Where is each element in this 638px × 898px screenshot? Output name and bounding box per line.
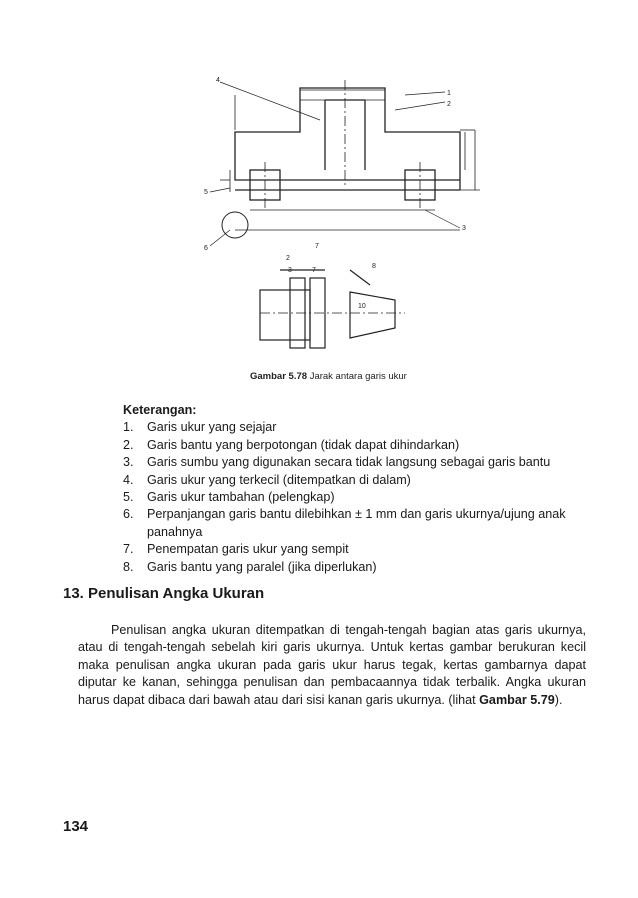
list-item [123,472,583,489]
legend-list [123,419,583,576]
callout-10: 10 [358,303,366,310]
page-number: 134 [63,818,89,835]
paragraph-end: ). [554,692,563,707]
callout-2: 2 [447,101,451,108]
list-item [123,454,583,471]
body-paragraph [78,622,586,710]
item-number: 2. [123,437,134,452]
item-text: Garis sumbu yang digunakan secara tidak langsung sebagai garis bantu [147,455,551,470]
item-text: Garis bantu yang berpotongan (tidak dapat dihindarkan) [147,437,460,452]
callout-3b: 3 [288,267,292,274]
list-item [123,506,583,541]
callout-7b: 7 [312,267,316,274]
item-text: Garis ukur yang terkecil (ditempatkan di dalam) [147,472,411,487]
item-text: Garis ukur yang sejajar [147,420,277,435]
item-number: 1. [123,420,134,435]
callout-2b: 2 [286,255,290,262]
section-heading: 13. Penulisan Angka Ukuran [63,585,265,602]
list-item [123,437,583,454]
caption-text: Jarak antara garis ukur [309,371,407,382]
dimension-lines [220,90,480,230]
callout-8: 8 [372,263,376,270]
item-text: Perpanjangan garis bantu dilebihkan ± 1 mm dan garis ukurnya/ujung anak panahnya [147,507,566,539]
callout-1: 1 [447,90,451,97]
center-lines [260,80,420,313]
item-number: 8. [123,559,134,574]
item-number: 4. [123,472,134,487]
detail-circle [222,212,248,238]
list-item [123,489,583,506]
caption-label: Gambar 5.78 [250,371,308,382]
callout-6: 6 [204,245,208,252]
figure-caption [250,371,407,382]
item-number: 7. [123,542,134,557]
item-number: 3. [123,455,134,470]
legend-title: Keterangan: [123,403,197,417]
item-text: Garis bantu yang paralel (jika diperlukan) [147,559,377,574]
callout-7: 7 [315,243,319,250]
list-item [123,419,583,436]
lower-part-outline [260,270,395,348]
list-item [123,559,583,576]
list-item [123,541,583,558]
callout-5: 5 [204,189,208,196]
technical-drawing-figure [190,70,500,360]
callout-4: 4 [216,77,220,84]
legend-block [123,402,583,576]
paragraph-text: Penulisan angka ukuran ditempatkan di tengah-tengah bagian atas garis ukurnya, atau di tengah-tengah sebelah kiri garis ukurnya. Untuk kertas gambar berukuran kecil maka penulisan angka ukuran pada garis ukur harus tegak, kertas gambarnya dapat diputar ke kanan, sehingga penulisan dan pembacaannya tidak terbalik. Angka ukuran harus dapat dibaca dari bawah atau dari sisi kanan garis ukurnya. (lihat [78,622,586,707]
item-number: 6. [123,507,134,522]
dimension-lines-drawing [190,70,500,360]
item-text: Penempatan garis ukur yang sempit [147,542,349,557]
item-text: Garis ukur tambahan (pelengkap) [147,490,335,505]
callout-3: 3 [462,225,466,232]
figure-reference: Gambar 5.79 [479,692,555,707]
item-number: 5. [123,490,134,505]
